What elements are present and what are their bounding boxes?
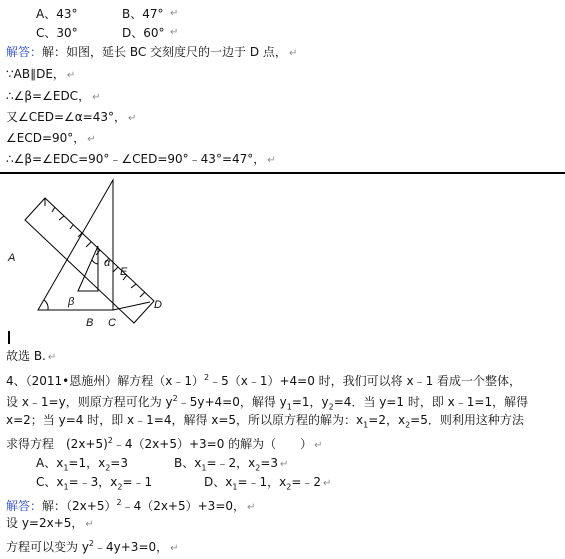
solution-step: ∴∠β=∠EDC=90°﹣∠CED=90°﹣43°=47°， ↵ bbox=[6, 152, 276, 166]
geometry-figure bbox=[0, 176, 200, 336]
label-alpha: α bbox=[104, 257, 111, 269]
option-c: C、$x_1=﹣3$，$x_2=﹣1$ bbox=[36, 475, 153, 492]
option-b: B、$x_1=﹣2$，$x_2=3$ ↵ bbox=[174, 456, 289, 473]
paragraph-mark-icon: ↵ bbox=[170, 8, 179, 19]
option-row-1 bbox=[36, 6, 179, 22]
option-row-2 bbox=[36, 25, 179, 41]
paragraph-mark-icon: ↵ bbox=[170, 543, 179, 554]
problem-line: 4、（2011•恩施州）解方程（x﹣1）$^2$﹣5（x﹣1）+4=0 时，我们可以将 x﹣1 看成一个整体， bbox=[6, 373, 522, 388]
problem-line: 设 x﹣1=y，则原方程可化为 $y^2﹣5y+4=0$，解得 $y_1=1$，$y_2=4$．当 y=1 时，即 x﹣1=1，解得 bbox=[6, 394, 529, 412]
page-break-rule bbox=[0, 172, 565, 174]
option-a: A、43° bbox=[36, 7, 78, 21]
paragraph-mark-icon: ↵ bbox=[47, 352, 57, 363]
alpha-arc bbox=[92, 260, 98, 264]
answer-line: 故选 B. ↵ bbox=[6, 349, 57, 363]
solution2-line: 解答：解：$(2x+5)^2﹣4(2x+5)+3=0$， ↵ bbox=[6, 498, 256, 513]
ruler-outline bbox=[25, 198, 154, 323]
paragraph-mark-icon: ↵ bbox=[87, 134, 96, 145]
option-d: D、60° bbox=[122, 26, 165, 40]
paragraph-mark-icon: ↵ bbox=[267, 155, 276, 166]
large-triangle bbox=[38, 180, 113, 310]
label-beta: β bbox=[68, 296, 75, 308]
paragraph-mark-icon: ↵ bbox=[314, 440, 323, 451]
option-d: D、$x_1=﹣1$，$x_2=﹣2$ ↵ bbox=[204, 475, 332, 492]
solution-step: 又∠CED=∠α=43°， ↵ bbox=[6, 110, 137, 124]
extended-line bbox=[113, 302, 150, 310]
option-c: C、30° bbox=[36, 26, 78, 40]
paragraph-mark-icon: ↵ bbox=[128, 113, 137, 124]
solution2-line: 方程可以变为 $y^2﹣4y+3=0$， ↵ bbox=[6, 539, 179, 554]
option-b: B、47° bbox=[122, 7, 164, 21]
paragraph-mark-icon: ↵ bbox=[280, 459, 289, 470]
label-B: B bbox=[86, 317, 94, 329]
problem-line: 求得方程 $(2x+5)^2﹣4(2x+5)+3=0$ 的解为（ ） ↵ bbox=[6, 436, 323, 451]
problem-line: x=2；当 y=4 时，即 x﹣1=4，解得 x=5，所以原方程的解为：$x_1=2$，$x_2=5$．则利用这种方法 bbox=[6, 413, 524, 430]
label-E: E bbox=[120, 266, 128, 278]
solution-step: ∴∠β=∠EDC， ↵ bbox=[6, 89, 101, 103]
paragraph-mark-icon: ↵ bbox=[66, 70, 76, 81]
paragraph-mark-icon: ↵ bbox=[323, 478, 332, 489]
option-a: A、$x_1=1$，$x_2=3$ bbox=[36, 456, 128, 473]
label-A: A bbox=[8, 252, 16, 264]
paragraph-mark-icon: ↵ bbox=[288, 48, 298, 59]
label-C: C bbox=[108, 317, 116, 329]
solution-intro: 解答：解：如图，延长 BC 交刻度尺的一边于 D 点， ↵ bbox=[6, 45, 298, 59]
paragraph-mark-icon: ↵ bbox=[170, 27, 179, 38]
solution2-line: 设 y=2x+5， ↵ bbox=[6, 516, 94, 530]
solution-step: ∠ECD=90°， ↵ bbox=[6, 131, 96, 145]
solution-step: ∵AB∥DE， ↵ bbox=[6, 67, 76, 81]
label-D: D bbox=[154, 299, 162, 311]
beta-arc bbox=[44, 300, 48, 310]
text-cursor bbox=[8, 331, 10, 344]
paragraph-mark-icon: ↵ bbox=[247, 502, 256, 513]
inner-triangle bbox=[78, 246, 98, 291]
solution-label: 解答 bbox=[6, 45, 31, 59]
paragraph-mark-icon: ↵ bbox=[85, 519, 94, 530]
paragraph-mark-icon: ↵ bbox=[92, 92, 101, 103]
solution-label: 解答 bbox=[6, 499, 31, 513]
option-row-4 bbox=[36, 474, 332, 495]
